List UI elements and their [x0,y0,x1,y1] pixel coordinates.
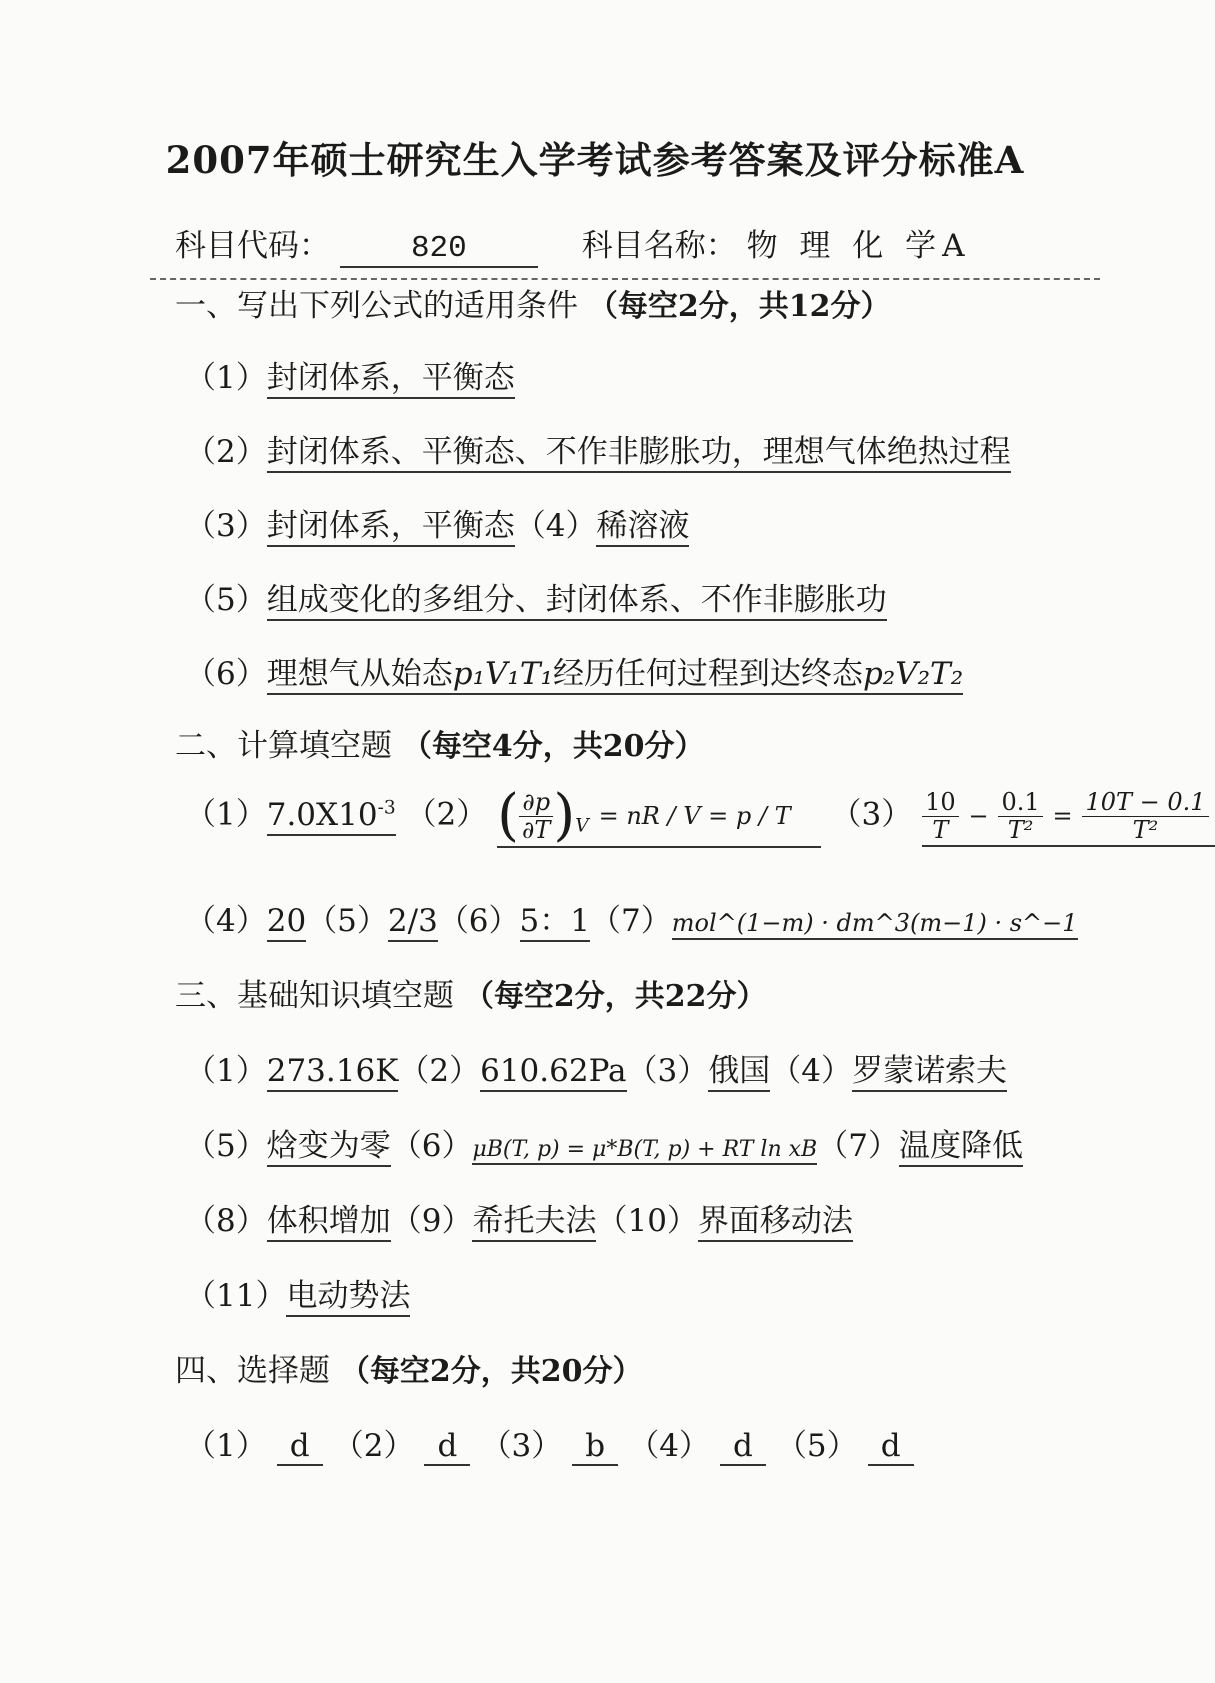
subject-code: 820 [340,231,538,268]
section-3-heading [175,970,766,1015]
item-number: （5） [306,903,388,939]
answer-3-11 [185,1270,410,1315]
section-4-title: 四、选择题 [175,1353,330,1389]
item-number: （2） [405,796,488,833]
item-number: （8） [185,1203,267,1239]
fraction-answer: $\frac{10}{T}$ − $\frac{0.1}{\text{T²}}$ = $\frac{10T - 0.1}{\text{T²}}$ [922,789,1214,847]
answer-text: 罗蒙诺索夫 [852,1053,1007,1092]
answer-3-1-4 [185,1045,1007,1090]
section-1-heading [175,280,890,325]
final-state: p₂V₂T₂ [862,656,964,692]
answer-text: 封闭体系，平衡态 [267,360,515,399]
item-number: （4） [628,1428,710,1464]
section-2-title: 二、计算填空题 [175,728,392,764]
choice-answer: d [424,1428,470,1466]
section-3-score: （每空2分，共22分） [463,979,767,1014]
item-number: （1） [185,796,267,833]
item-number: （6） [390,1128,473,1164]
answer-text: 封闭体系，平衡态 [267,508,515,547]
choice-answer: b [572,1428,618,1466]
choice-answer: d [868,1428,914,1466]
item-number: （3） [480,1428,563,1464]
answer-text: 稀溶液 [596,508,689,547]
answer-2-1-3 [185,783,1215,848]
answer-text: 希托夫法 [472,1203,596,1242]
item-number: （3） [185,508,267,544]
item-number: （1） [185,1053,267,1089]
item-number: （11） [185,1278,287,1314]
item-number: （6） [185,656,267,692]
answer-text: 2/3 [388,903,438,942]
partial-derivative-answer [497,783,820,848]
item-number: （2） [332,1428,415,1464]
item-number: （10） [596,1203,698,1239]
answer-text: 俄国 [708,1053,770,1092]
answer-3-8-10 [185,1195,853,1240]
minus-sign: − [968,802,989,830]
answer-text: 610.62Pa [480,1053,626,1092]
item-number: （5） [185,582,267,618]
item-number: （5） [775,1428,858,1464]
answer-text: 界面移动法 [698,1203,853,1242]
right-paren: ) [553,783,576,848]
subject-code-label: 科目代码： [175,228,330,264]
section-2-score: （每空4分，共20分） [401,729,705,764]
answer-text: 20 [267,903,306,942]
equals-sign: = [1052,802,1073,830]
choice-answer: d [277,1428,323,1466]
item-number: （5） [185,1128,267,1164]
answer-2-4-7 [185,895,1078,940]
item-number: （3） [626,1053,709,1089]
answer-1-6 [185,648,963,693]
subscript: V [575,815,589,837]
subject-line [175,220,971,268]
answer-1-5 [185,574,887,619]
item-number: （1） [185,360,267,396]
answer-text: 焓变为零 [267,1128,391,1167]
answer-text: 温度降低 [899,1128,1023,1167]
answer-4-1-5 [185,1420,924,1466]
answer-text: 7.0X10 [266,796,378,833]
unit-answer: mol^(1−m) · dm^3(m−1) · s^−1 [672,909,1078,940]
item-number: （6） [437,903,520,939]
page-title: 2007年硕士研究生入学考试参考答案及评分标准A [165,138,1025,182]
answer-1-3-4 [185,500,689,545]
chemical-potential-formula: μB(T, p) = μ*B(T, p) + RT ln xB [472,1137,817,1165]
answer-text: 封闭体系、平衡态、不作非膨胀功，理想气体绝热过程 [267,434,1011,473]
item-number: （7） [590,903,672,939]
item-number: （2） [185,434,267,470]
section-4-score: （每空2分，共20分） [339,1354,643,1389]
answer-text: 5：1 [520,903,590,942]
item-number: （7） [817,1128,899,1164]
answer-1-1 [185,352,515,397]
item-number: （4） [770,1053,852,1089]
item-number: （4） [514,508,597,544]
subject-name: 物 理 化 学A [746,228,971,264]
answer-text: 电动势法 [286,1278,410,1317]
section-1-title: 一、写出下列公式的适用条件 [175,288,578,324]
section-2-heading [175,720,704,765]
item-number: （9） [390,1203,473,1239]
exponent: -3 [377,797,396,819]
answer-text: 理想气从始态 [266,656,453,692]
item-number: （1） [185,1428,267,1464]
choice-answer: d [720,1428,766,1466]
equation-rhs: = nR / V = p / T [598,802,791,830]
initial-state: p₁V₁T₁ [452,656,553,692]
item-number: （3） [830,796,913,833]
item-number: （4） [185,903,267,939]
section-3-title: 三、基础知识填空题 [175,978,454,1014]
item-number: （2） [398,1053,481,1089]
answer-3-5-7 [185,1120,1023,1165]
left-paren: ( [497,783,519,848]
answer-text: 经历任何过程到达终态 [552,656,863,692]
answer-text: 273.16K [267,1053,399,1092]
section-1-score: （每空2分，共12分） [587,289,891,324]
answer-text: 组成变化的多组分、封闭体系、不作非膨胀功 [267,582,887,621]
answer-text: 体积增加 [267,1203,391,1242]
subject-name-label: 科目名称： [581,228,737,264]
section-4-heading [175,1345,642,1390]
partial-fraction: $\frac{\partial p}{\partial T}$ [519,789,553,843]
answer-1-2 [185,426,1011,471]
